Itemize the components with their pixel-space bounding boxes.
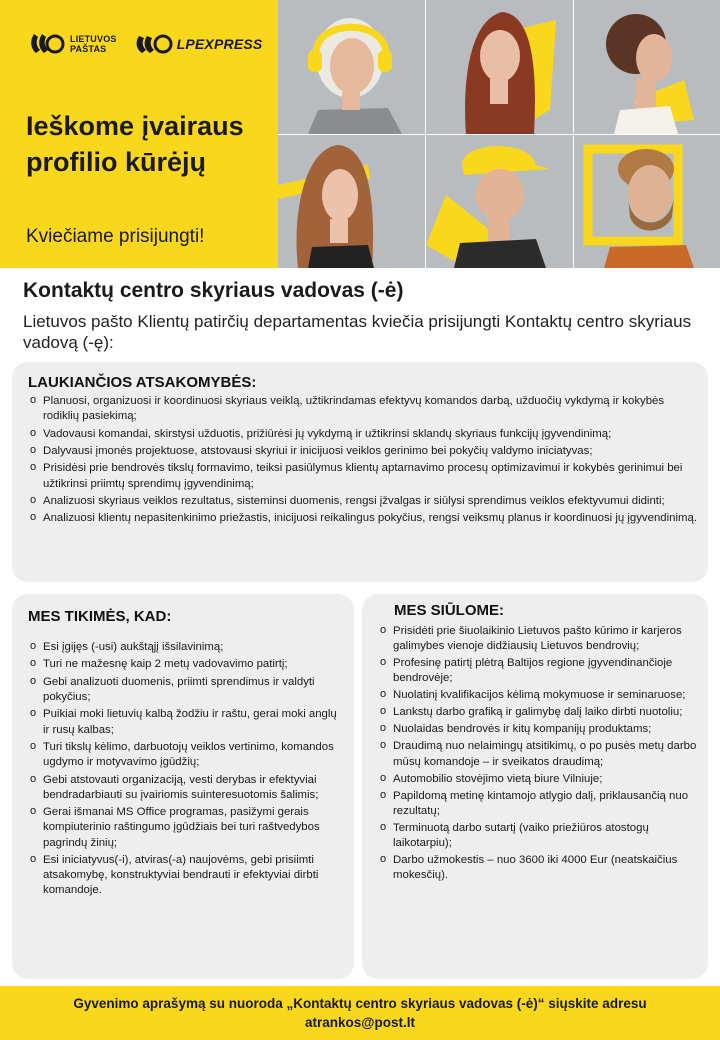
photo-woman-profile <box>574 0 720 134</box>
logos <box>28 30 262 58</box>
list-item: o Prisidėti prie šiuolaikinio Lietuvos pašto kūrimo ir karjeros galimybes vienoje didžiausių Lietuvos bendrovių; <box>378 624 698 654</box>
list-item: o Nuolaidas bendrovės ir kitų kompanijų produktams; <box>378 722 698 737</box>
photo-woman-long-hair <box>278 135 425 268</box>
logo-lp-line2: PAŠTAS <box>70 44 107 54</box>
requirements-panel <box>12 594 354 979</box>
logo-express-text: LPEXPRESS <box>176 36 263 52</box>
list-item: o Gebi atstovauti organizaciją, vesti derybas ir efektyviai bendradarbiauti su įvairiomis suinteresuotomis šalimis; <box>28 773 346 803</box>
hero-yellow-panel <box>0 0 278 268</box>
responsibilities-list <box>28 394 698 529</box>
offer-heading: MES SIŪLOME: <box>394 602 505 619</box>
photo-collage <box>278 0 720 268</box>
footer-cta <box>0 986 720 1040</box>
lpexpress-logo <box>135 30 263 58</box>
photo-woman-headphones <box>278 0 425 134</box>
list-item: o Analizuosi skyriaus veiklos rezultatus, sisteminsi duomenis, rengsi įžvalgas ir siūlysi sprendimus veiklos efektyvumui didinti; <box>28 494 698 509</box>
hero-subtitle: Kviečiame prisijungti! <box>26 226 205 247</box>
hero-title-line1: Ieškome įvairaus <box>26 111 244 141</box>
list-item: o Papildomą metinę kintamojo atlygio dalį, priklausančią nuo rezultatų; <box>378 789 698 819</box>
list-item: o Gerai išmanai MS Office programas, pasižymi gerais kompiuterinio raštingumo įgūdžiais bei turi raštvedybos pagrindų žinių; <box>28 805 346 851</box>
list-item: o Draudimą nuo nelaimingų atsitikimų, o po pusės metų darbo mūsų komandoje – ir sveikatos draudimą; <box>378 739 698 769</box>
offer-list <box>378 624 698 885</box>
list-item: o Turi tikslų kėlimo, darbuotojų veiklos vertinimo, komandos ugdymo ir motyvavimo įgūdžių; <box>28 740 346 770</box>
footer-instruction: Gyvenimo aprašymą su nuoroda „Kontaktų centro skyriaus vadovas (-ė)“ siųskite adresu <box>73 996 647 1011</box>
photo-man-yellow-cap <box>426 135 573 268</box>
requirements-heading: MES TIKIMĖS, KAD: <box>28 608 172 625</box>
job-title: Kontaktų centro skyriaus vadovas (-ė) <box>23 279 404 302</box>
photo-man-beard <box>574 135 720 268</box>
list-item: o Vadovausi komandai, skirstysi užduotis, prižiūrėsi jų vykdymą ir užtikrinsi sklandų skyriaus funkcijų įgyvendinimą; <box>28 427 698 442</box>
list-item: o Analizuosi klientų nepasitenkinimo priežastis, inicijuosi reikalingus pokyčius, rengsi veiksmų planus ir koordinuosi jų įgyvendinimą. <box>28 511 698 526</box>
list-item: o Puikiai moki lietuvių kalbą žodžiu ir raštu, gerai moki anglų ir rusų kalbas; <box>28 707 346 737</box>
list-item: o Nuolatinį kvalifikacijos kėlimą mokymuose ir seminaruose; <box>378 688 698 703</box>
requirements-list <box>28 640 346 901</box>
express-horn-icon <box>135 30 173 58</box>
list-item: o Gebi analizuoti duomenis, priimti sprendimus ir valdyti pokyčius; <box>28 675 346 705</box>
list-item: o Prisidėsi prie bendrovės tikslų formavimo, teiksi pasiūlymus klientų aptarnavimo procesų optimizavimui ir kokybės gerinimui bei užtikrinsi priimtų sprendimų įgyvendinimą; <box>28 461 698 491</box>
list-item: o Automobilio stovėjimo vietą biure Vilniuje; <box>378 772 698 787</box>
list-item: o Darbo užmokestis – nuo 3600 iki 4000 Eur (neatskaičius mokesčių). <box>378 853 698 883</box>
list-item: o Dalyvausi įmonės projektuose, atstovausi skyriui ir inicijuosi veiklos gerinimo bei pokyčių valdymo iniciatyvas; <box>28 444 698 459</box>
responsibilities-heading: LAUKIANČIOS ATSAKOMYBĖS: <box>28 374 257 391</box>
list-item: o Planuosi, organizuosi ir koordinuosi skyriaus veiklą, užtikrindamas efektyvų komandos darbą, užduočių vykdymą ir kokybės rodiklių pasiekimą; <box>28 394 698 424</box>
job-intro: Lietuvos pašto Klientų patirčių departamentas kviečia prisijungti Kontaktų centro skyriaus vadovą (-ę): <box>23 312 692 352</box>
list-item: o Profesinę patirtį plėtrą Baltijos regione įgyvendinančioje bendrovėje; <box>378 656 698 686</box>
hero-title <box>26 108 276 180</box>
photo-woman-red-hair <box>426 0 573 134</box>
lietuvos-pastas-logo <box>28 30 117 58</box>
list-item: o Turi ne mažesnę kaip 2 metų vadovavimo patirtį; <box>28 657 346 672</box>
list-item: o Esi įgijęs (-usi) aukštąjį išsilavinimą; <box>28 640 346 655</box>
list-item: o Lankstų darbo grafiką ir galimybę dalį laiko dirbti nuotoliu; <box>378 705 698 720</box>
post-horn-icon <box>28 30 66 58</box>
hero-title-line2: profilio kūrėjų <box>26 147 207 177</box>
hero-banner <box>0 0 720 268</box>
responsibilities-panel <box>12 362 708 582</box>
list-item: o Esi iniciatyvus(-i), atviras(-a) naujovėms, gebi prisiimti atsakomybę, konstruktyviai bendrauti ir efektyviai dirbti komandoje. <box>28 853 346 899</box>
list-item: o Terminuotą darbo sutartį (vaiko priežiūros atostogų laikotarpiu); <box>378 821 698 851</box>
footer-email[interactable]: atrankos@post.lt <box>305 1015 415 1030</box>
logo-lp-line1: LIETUVOS <box>70 34 117 44</box>
offer-panel <box>362 594 708 979</box>
